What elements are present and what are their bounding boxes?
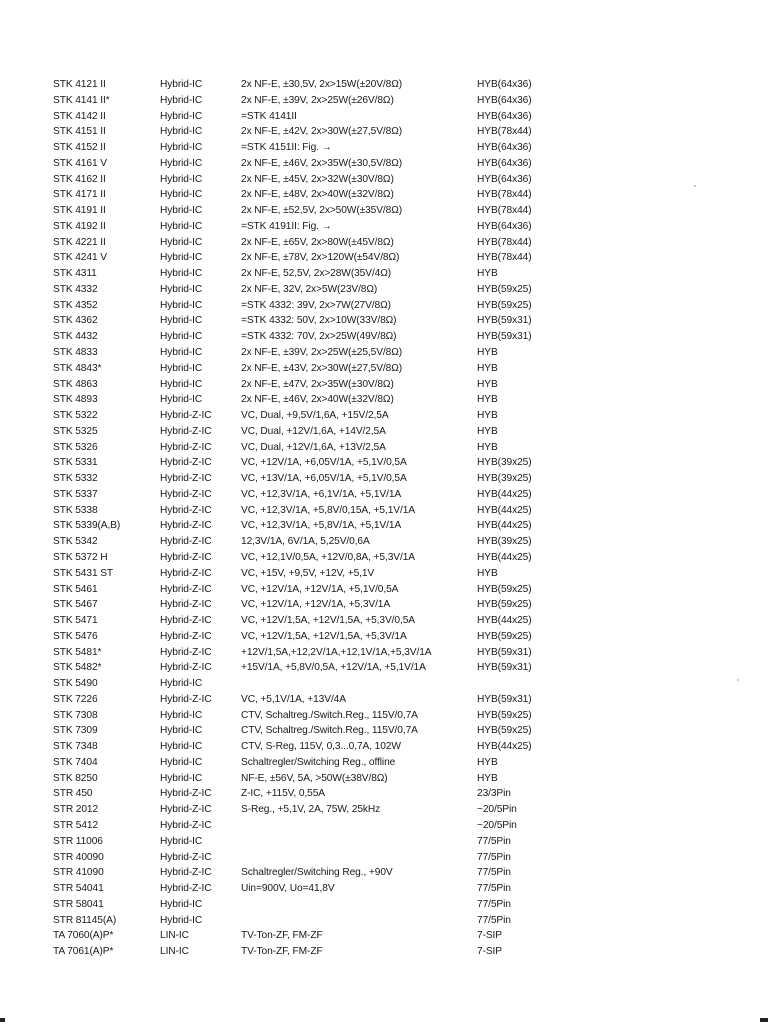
description: =STK 4191II: Fig. → — [241, 220, 332, 232]
ic-type: Hybrid-Z-IC — [160, 504, 212, 516]
part-number: STK 5431 ST — [53, 567, 114, 579]
part-number: STK 5337 — [53, 488, 98, 500]
package: HYB(64x36) — [477, 110, 532, 122]
package: HYB(64x36) — [477, 79, 532, 90]
package: HYB — [477, 567, 498, 579]
ic-type: Hybrid-IC — [160, 362, 203, 374]
description: 2x NF-E, ±46V, 2x>40W(±32V/8Ω) — [241, 394, 394, 406]
package: 77/5Pin — [477, 898, 511, 910]
package: HYB(44x25) — [477, 741, 532, 753]
part-number: TA 7061(A)P* — [53, 946, 114, 958]
scan-speck — [737, 679, 739, 681]
ic-type: Hybrid-Z-IC — [160, 867, 212, 879]
ic-type: Hybrid-Z-IC — [160, 425, 212, 437]
description: Schaltregler/Switching Reg., +90V — [241, 867, 393, 879]
part-number: STK 4221 II — [53, 236, 106, 248]
part-number: STK 5338 — [53, 504, 98, 516]
package: HYB(59x25) — [477, 630, 532, 642]
package: HYB — [477, 394, 498, 406]
part-number: STR 5412 — [53, 819, 99, 831]
description: =STK 4332: 50V, 2x>10W(33V/8Ω) — [241, 315, 397, 327]
package: HYB(78x44) — [477, 205, 532, 217]
package: HYB(64x36) — [477, 157, 532, 169]
description: TV-Ton-ZF, FM-ZF — [241, 946, 323, 958]
part-number: STK 5322 — [53, 410, 98, 422]
part-number: STK 4352 — [53, 299, 98, 311]
package: ~20/5Pin — [477, 804, 517, 816]
package: 77/5Pin — [477, 914, 511, 926]
part-number: STK 4843* — [53, 362, 102, 374]
description: =STK 4332: 70V, 2x>25W(49V/8Ω) — [241, 331, 397, 343]
part-number: STK 4362 — [53, 315, 98, 327]
package: HYB(59x25) — [477, 283, 532, 295]
part-number: STK 5461 — [53, 583, 98, 595]
part-number: STK 4161 V — [53, 157, 107, 169]
ic-type: Hybrid-IC — [160, 378, 203, 390]
package: 77/5Pin — [477, 867, 511, 879]
part-number: STK 5372 H — [53, 551, 108, 563]
package: HYB — [477, 268, 498, 280]
part-number: STK 4142 II — [53, 110, 106, 122]
part-number: STK 4432 — [53, 331, 98, 343]
description: VC, +15V, +9,5V, +12V, +5,1V — [241, 567, 375, 579]
ic-type: Hybrid-IC — [160, 741, 203, 753]
package: HYB(64x36) — [477, 173, 532, 185]
description: VC, Dual, +9,5V/1,6A, +15V/2,5A — [241, 410, 389, 422]
ic-type: Hybrid-Z-IC — [160, 819, 212, 831]
part-number: STK 5325 — [53, 425, 98, 437]
ic-type: Hybrid-IC — [160, 157, 203, 169]
description: =STK 4141II — [241, 110, 297, 122]
ic-type: Hybrid-IC — [160, 835, 203, 847]
part-number: STK 5339(A,B) — [53, 520, 121, 532]
description: VC, +12V/1A, +6,05V/1A, +5,1V/0,5A — [241, 457, 407, 469]
part-number: STK 4191 II — [53, 205, 106, 217]
part-number: STR 58041 — [53, 898, 104, 910]
part-number: STK 7308 — [53, 709, 98, 721]
ic-type: Hybrid-IC — [160, 756, 203, 768]
part-number: STK 7309 — [53, 725, 98, 737]
part-number: STK 4893 — [53, 394, 98, 406]
description: VC, +13V/1A, +6,05V/1A, +5,1V/0,5A — [241, 473, 407, 485]
description: VC, +12,3V/1A, +6,1V/1A, +5,1V/1A — [241, 488, 402, 500]
description: 2x NF-E, ±78V, 2x>120W(±54V/8Ω) — [241, 252, 400, 264]
description: VC, Dual, +12V/1,6A, +13V/2,5A — [241, 441, 386, 453]
part-number: STK 4863 — [53, 378, 98, 390]
part-number: STR 11006 — [53, 835, 103, 847]
package: HYB(59x31) — [477, 693, 532, 705]
package: HYB(59x25) — [477, 599, 532, 611]
package: HYB(64x36) — [477, 142, 532, 154]
part-number: STR 450 — [53, 788, 93, 800]
ic-type: Hybrid-IC — [160, 94, 203, 106]
description: 2x NF-E, ±39V, 2x>25W(±26V/8Ω) — [241, 94, 394, 106]
package: HYB(39x25) — [477, 536, 532, 548]
ic-type: Hybrid-Z-IC — [160, 488, 212, 500]
package: HYB(39x25) — [477, 473, 532, 485]
scan-mark-left — [0, 1018, 5, 1022]
ic-type: Hybrid-Z-IC — [160, 473, 212, 485]
scan-speck — [694, 185, 696, 187]
description: Schaltregler/Switching Reg., offline — [241, 756, 396, 768]
ic-type: Hybrid-IC — [160, 126, 203, 138]
ic-type: Hybrid-IC — [160, 189, 203, 201]
part-number: STR 81145(A) — [53, 914, 117, 926]
ic-type: Hybrid-Z-IC — [160, 567, 212, 579]
ic-type: Hybrid-IC — [160, 914, 203, 926]
description: 2x NF-E, ±52,5V, 2x>50W(±35V/8Ω) — [241, 205, 403, 217]
description: 2x NF-E, ±48V, 2x>40W(±32V/8Ω) — [241, 189, 394, 201]
package: HYB(59x25) — [477, 709, 532, 721]
package: 77/5Pin — [477, 851, 511, 863]
package: HYB(59x25) — [477, 725, 532, 737]
package: HYB(59x31) — [477, 646, 532, 658]
scan-mark-right — [760, 1018, 768, 1022]
ic-type: Hybrid-IC — [160, 220, 203, 232]
part-number: STK 8250 — [53, 772, 98, 784]
package: HYB(78x44) — [477, 189, 532, 201]
package: HYB(59x31) — [477, 315, 532, 327]
description: VC, +12,3V/1A, +5,8V/0,15A, +5,1V/1A — [241, 504, 415, 516]
ic-type: Hybrid-Z-IC — [160, 583, 212, 595]
package: HYB — [477, 425, 498, 437]
description: VC, +12V/1A, +12V/1A, +5,3V/1A — [241, 599, 391, 611]
ic-type: Hybrid-IC — [160, 236, 203, 248]
description: 2x NF-E, 32V, 2x>5W(23V/8Ω) — [241, 283, 378, 295]
part-number: STK 5326 — [53, 441, 98, 453]
ic-type: Hybrid-IC — [160, 709, 203, 721]
description: 2x NF-E, ±39V, 2x>25W(±25,5V/8Ω) — [241, 347, 403, 359]
ic-type: Hybrid-Z-IC — [160, 599, 212, 611]
description: S-Reg., +5,1V, 2A, 75W, 25kHz — [241, 804, 381, 816]
package: HYB(64x36) — [477, 220, 532, 232]
package: HYB — [477, 772, 498, 784]
ic-type: Hybrid-Z-IC — [160, 630, 212, 642]
package: HYB(44x25) — [477, 520, 532, 532]
part-number: STK 5482* — [53, 662, 102, 674]
part-number: STR 41090 — [53, 867, 104, 879]
ic-type: Hybrid-Z-IC — [160, 536, 212, 548]
description: Uin=900V, Uo=41,8V — [241, 883, 335, 895]
part-number: STK 7348 — [53, 741, 98, 753]
ic-type: Hybrid-IC — [160, 252, 203, 264]
ic-type: Hybrid-Z-IC — [160, 520, 212, 532]
ic-type: LIN-IC — [160, 946, 189, 958]
part-number: STK 4121 II — [53, 79, 106, 90]
description: 2x NF-E, ±47V, 2x>35W(±30V/8Ω) — [241, 378, 394, 390]
package: HYB(78x44) — [477, 236, 532, 248]
part-number: STK 4151 II — [53, 126, 106, 138]
package: HYB — [477, 347, 498, 359]
package: HYB(59x25) — [477, 583, 532, 595]
package: 7-SIP — [477, 930, 502, 942]
package: HYB(44x25) — [477, 551, 532, 563]
part-number: STK 5331 — [53, 457, 98, 469]
package: HYB(39x25) — [477, 457, 532, 469]
package: HYB(59x31) — [477, 662, 532, 674]
package: HYB — [477, 362, 498, 374]
ic-type: Hybrid-Z-IC — [160, 410, 212, 422]
package: HYB(44x25) — [477, 488, 532, 500]
package: 7-SIP — [477, 946, 502, 958]
description: VC, +12,1V/0,5A, +12V/0,8A, +5,3V/1A — [241, 551, 415, 563]
ic-type: Hybrid-IC — [160, 110, 203, 122]
description: VC, +12,3V/1A, +5,8V/1A, +5,1V/1A — [241, 520, 402, 532]
part-number: STR 54041 — [53, 883, 104, 895]
package: HYB(78x44) — [477, 252, 532, 264]
description: 2x NF-E, ±30,5V, 2x>15W(±20V/8Ω) — [241, 79, 403, 90]
part-number: STK 5342 — [53, 536, 98, 548]
part-number: STK 5481* — [53, 646, 102, 658]
package: HYB(59x25) — [477, 299, 532, 311]
package: HYB(44x25) — [477, 615, 532, 627]
ic-type: Hybrid-Z-IC — [160, 646, 212, 658]
ic-type: Hybrid-IC — [160, 268, 203, 280]
description: =STK 4332: 39V, 2x>7W(27V/8Ω) — [241, 299, 391, 311]
part-number: STR 40090 — [53, 851, 104, 863]
ic-type: Hybrid-IC — [160, 142, 203, 154]
description: 2x NF-E, ±45V, 2x>32W(±30V/8Ω) — [241, 173, 394, 185]
ic-type: Hybrid-Z-IC — [160, 441, 212, 453]
ic-type: Hybrid-IC — [160, 347, 203, 359]
part-number: STK 5471 — [53, 615, 98, 627]
part-number: STK 4241 V — [53, 252, 107, 264]
ic-type: Hybrid-IC — [160, 678, 203, 690]
ic-type: Hybrid-Z-IC — [160, 693, 212, 705]
package: HYB(78x44) — [477, 126, 532, 138]
ic-type: Hybrid-Z-IC — [160, 662, 212, 674]
description: 2x NF-E, ±42V, 2x>30W(±27,5V/8Ω) — [241, 126, 403, 138]
description: 2x NF-E, ±46V, 2x>35W(±30,5V/8Ω) — [241, 157, 403, 169]
ic-type: Hybrid-IC — [160, 725, 203, 737]
part-number: STK 5476 — [53, 630, 98, 642]
ic-type: Hybrid-IC — [160, 173, 203, 185]
package: HYB — [477, 441, 498, 453]
ic-type: Hybrid-IC — [160, 315, 203, 327]
part-number: STK 4332 — [53, 283, 98, 295]
ic-type: Hybrid-IC — [160, 79, 203, 90]
description: CTV, S-Reg, 115V, 0,3...0,7A, 102W — [241, 741, 401, 753]
description: +15V/1A, +5,8V/0,5A, +12V/1A, +5,1V/1A — [241, 662, 426, 674]
part-number: STK 4162 II — [53, 173, 106, 185]
part-number: STK 4171 II — [53, 189, 106, 201]
part-number: STK 4833 — [53, 347, 98, 359]
description: 2x NF-E, ±43V, 2x>30W(±27,5V/8Ω) — [241, 362, 403, 374]
description: VC, +12V/1A, +12V/1A, +5,1V/0,5A — [241, 583, 399, 595]
ic-type: Hybrid-IC — [160, 299, 203, 311]
part-number: STR 2012 — [53, 804, 99, 816]
part-number: STK 5490 — [53, 678, 98, 690]
part-number: TA 7060(A)P* — [53, 930, 114, 942]
description: 12,3V/1A, 6V/1A, 5,25V/0,6A — [241, 536, 370, 548]
description: TV-Ton-ZF, FM-ZF — [241, 930, 323, 942]
package: HYB — [477, 410, 498, 422]
part-number: STK 5467 — [53, 599, 98, 611]
part-number: STK 4141 II* — [53, 94, 110, 106]
package: HYB — [477, 378, 498, 390]
part-number: STK 5332 — [53, 473, 98, 485]
part-number: STK 4192 II — [53, 220, 106, 232]
description: Z-IC, +115V, 0,55A — [241, 788, 325, 800]
package: HYB(44x25) — [477, 504, 532, 516]
package: HYB(64x36) — [477, 94, 532, 106]
description: NF-E, ±56V, 5A, >50W(±38V/8Ω) — [241, 772, 388, 784]
ic-type: Hybrid-Z-IC — [160, 551, 212, 563]
package: 23/3Pin — [477, 788, 511, 800]
part-number: STK 7226 — [53, 693, 98, 705]
ic-type: Hybrid-IC — [160, 772, 203, 784]
ic-type: Hybrid-IC — [160, 394, 203, 406]
description: =STK 4151II: Fig. → — [241, 142, 332, 154]
ic-type: Hybrid-IC — [160, 331, 203, 343]
description: 2x NF-E, 52,5V, 2x>28W(35V/4Ω) — [241, 268, 392, 280]
description: VC, Dual, +12V/1,6A, +14V/2,5A — [241, 425, 386, 437]
ic-type: Hybrid-Z-IC — [160, 615, 212, 627]
package: 77/5Pin — [477, 835, 511, 847]
part-number: STK 7404 — [53, 756, 98, 768]
description: +12V/1,5A,+12,2V/1A,+12,1V/1A,+5,3V/1A — [241, 646, 432, 658]
package: ~20/5Pin — [477, 819, 517, 831]
package: HYB — [477, 756, 498, 768]
ic-type: Hybrid-Z-IC — [160, 788, 212, 800]
part-number: STK 4311 — [53, 268, 97, 280]
description: CTV, Schaltreg./Switch.Reg., 115V/0,7A — [241, 725, 418, 737]
description: VC, +5,1V/1A, +13V/4A — [241, 693, 346, 705]
ic-type: Hybrid-Z-IC — [160, 851, 212, 863]
ic-type: Hybrid-Z-IC — [160, 804, 212, 816]
description: CTV, Schaltreg./Switch.Reg., 115V/0,7A — [241, 709, 418, 721]
package: HYB(59x31) — [477, 331, 532, 343]
ic-type: Hybrid-Z-IC — [160, 883, 212, 895]
ic-type: Hybrid-Z-IC — [160, 457, 212, 469]
description: VC, +12V/1,5A, +12V/1,5A, +5,3V/1A — [241, 630, 407, 642]
ic-type: Hybrid-IC — [160, 898, 203, 910]
part-number: STK 4152 II — [53, 142, 106, 154]
package: 77/5Pin — [477, 883, 511, 895]
ic-type: Hybrid-IC — [160, 283, 203, 295]
description: 2x NF-E, ±65V, 2x>80W(±45V/8Ω) — [241, 236, 394, 248]
ic-type: Hybrid-IC — [160, 205, 203, 217]
ic-type: LIN-IC — [160, 930, 189, 942]
description: VC, +12V/1,5A, +12V/1,5A, +5,3V/0,5A — [241, 615, 415, 627]
